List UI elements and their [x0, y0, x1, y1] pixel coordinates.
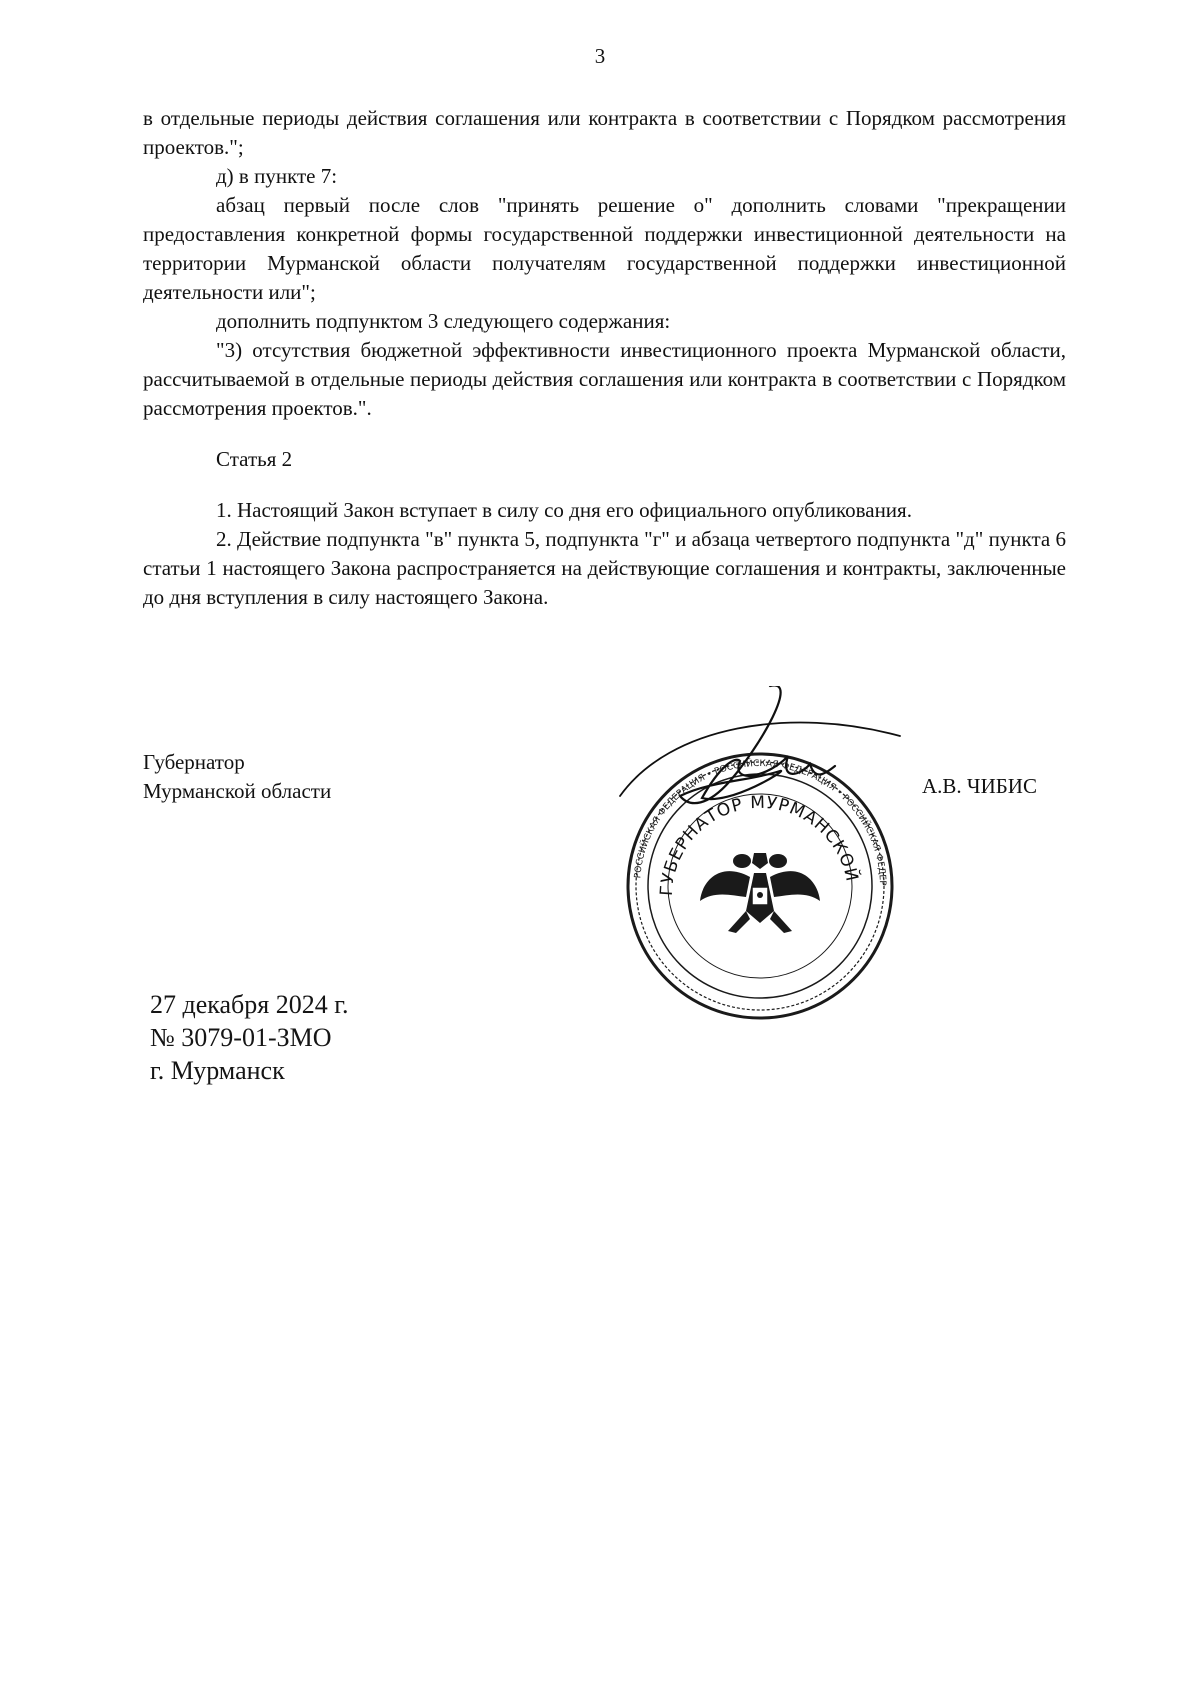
article-title: Статья 2: [216, 447, 293, 471]
paragraph-continuation: в отдельные периоды действия соглашения или контракта в соответствии с Порядком рассмотрения проектов.";: [143, 106, 1066, 159]
article-item-2: 2. Действие подпункта "в" пункта 5, подпункта "г" и абзаца четвертого подпункта "д" пункта 6 статьи 1 настоящего Закона распространяется на действующие соглашения и контракты, заключенные до дня вступления в силу настоящего Закона.: [143, 527, 1066, 609]
paragraph-add-subitem: дополнить подпунктом 3 следующего содержания:: [216, 309, 671, 333]
issue-date: 27 декабря 2024 г.: [150, 990, 349, 1019]
issue-details: [150, 988, 348, 1087]
page-number: 3: [594, 44, 606, 68]
paragraph-item-d: д) в пункте 7:: [216, 164, 338, 188]
signature-position: [143, 748, 331, 806]
issue-place: г. Мурманск: [150, 1056, 285, 1085]
issue-number: № 3079-01-ЗМО: [150, 1023, 332, 1052]
position-line-2: Мурманской области: [143, 779, 332, 803]
article-item-1: 1. Настоящий Закон вступает в силу со дня его официального опубликования.: [216, 498, 912, 522]
svg-text:РОССИЙСКАЯ ФЕДЕРАЦИЯ • РОССИЙС: РОССИЙСКАЯ ФЕДЕРАЦИЯ • РОССИЙСКАЯ ФЕДЕРАЦИЯ • РОССИЙСКАЯ ФЕДЕР: [633, 758, 888, 886]
official-seal-icon: [610, 686, 910, 1056]
governor-name: А.В. ЧИБИС: [922, 774, 1037, 798]
paragraph-first-abzac: абзац первый после слов "принять решение о" дополнить словами "прекращении предоставления конкретной формы государственной поддержки инвестиционной деятельности на территории Мурманской области получателям государственной поддержки инвестиционной деятельности или";: [143, 193, 1066, 304]
svg-text:ГУБЕРНАТОР МУРМАНСКОЙ ОБЛАСТИ: ГУБЕРНАТОР МУРМАНСКОЙ: [656, 792, 862, 897]
law-text-body: [143, 104, 1066, 612]
position-line-1: Губернатор: [143, 750, 245, 774]
paragraph-subitem-3: "3) отсутствия бюджетной эффективности инвестиционного проекта Мурманской области, рассчитываемой в отдельные периоды действия соглашения или контракта в соответствии с Порядком рассмотрения проектов.".: [143, 338, 1066, 420]
seal-and-signature: [610, 686, 910, 1056]
